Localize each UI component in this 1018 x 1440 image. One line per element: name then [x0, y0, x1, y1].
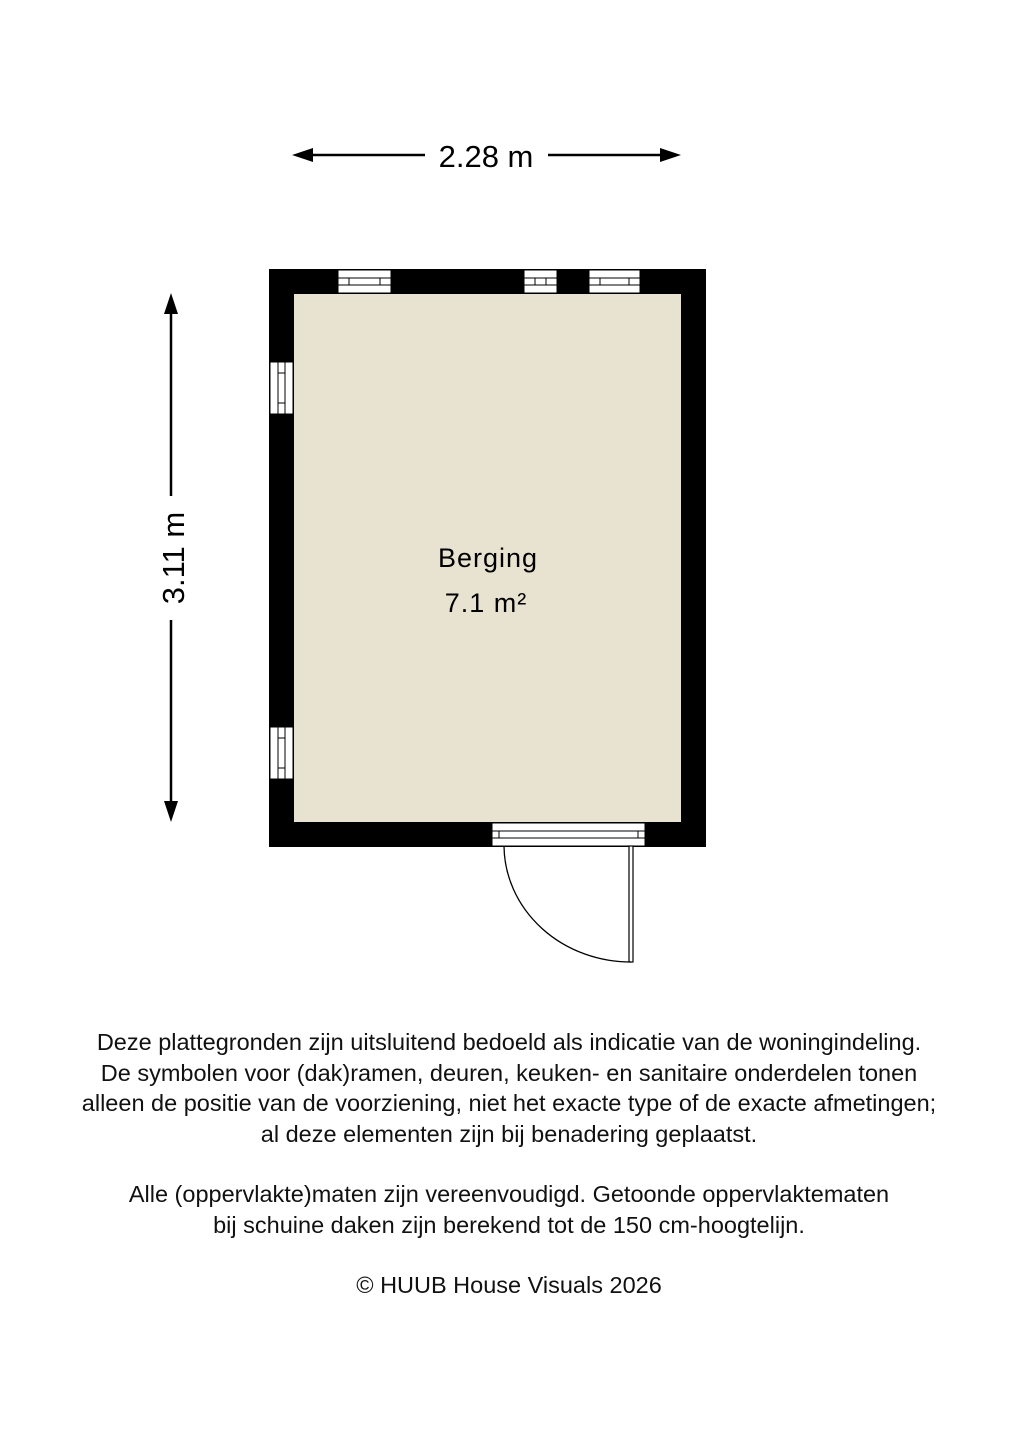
window-left-upper	[270, 362, 293, 414]
window-left-lower	[270, 727, 293, 779]
measurement-note	[0, 1179, 1018, 1240]
height-label: 3.11 m	[156, 511, 191, 605]
arrow-up-icon	[164, 293, 178, 314]
measurement-note-line: Alle (oppervlakte)maten zijn vereenvoudigd. Getoonde oppervlaktematen	[128, 1181, 890, 1207]
measurement-note-line: bij schuine daken zijn berekend tot de 150 cm-hoogtelijn.	[213, 1211, 805, 1238]
door	[492, 823, 645, 962]
door-leaf	[629, 846, 633, 962]
disclaimer-line: De symbolen voor (dak)ramen, deuren, keuken- en sanitaire onderdelen tonen	[100, 1059, 918, 1086]
width-dimension	[292, 139, 681, 174]
door-swing-arc	[504, 846, 631, 962]
disclaimer-line: Deze plattegronden zijn uitsluitend bedoeld als indicatie van de woningindeling.	[96, 1029, 922, 1055]
window-top-right	[589, 270, 640, 293]
window-top-left	[338, 270, 391, 293]
width-label: 2.28 m	[438, 139, 534, 174]
disclaimer-line: alleen de positie van de voorziening, niet het exacte type of de exacte afmetingen;	[81, 1090, 937, 1116]
notes	[0, 1027, 1018, 1331]
room-area: 7.1 m²	[444, 588, 528, 618]
arrow-right-icon	[660, 148, 681, 162]
height-dimension	[156, 293, 191, 822]
disclaimer-line: al deze elementen zijn bij benadering geplaatst.	[260, 1120, 758, 1147]
window-top-middle	[524, 270, 557, 293]
arrow-down-icon	[164, 801, 178, 822]
disclaimer	[0, 1027, 1018, 1149]
room-name: Berging	[437, 543, 539, 573]
copyright-text: © HUUB House Visuals 2026	[356, 1272, 662, 1298]
arrow-left-icon	[292, 148, 313, 162]
copyright	[0, 1270, 1018, 1301]
